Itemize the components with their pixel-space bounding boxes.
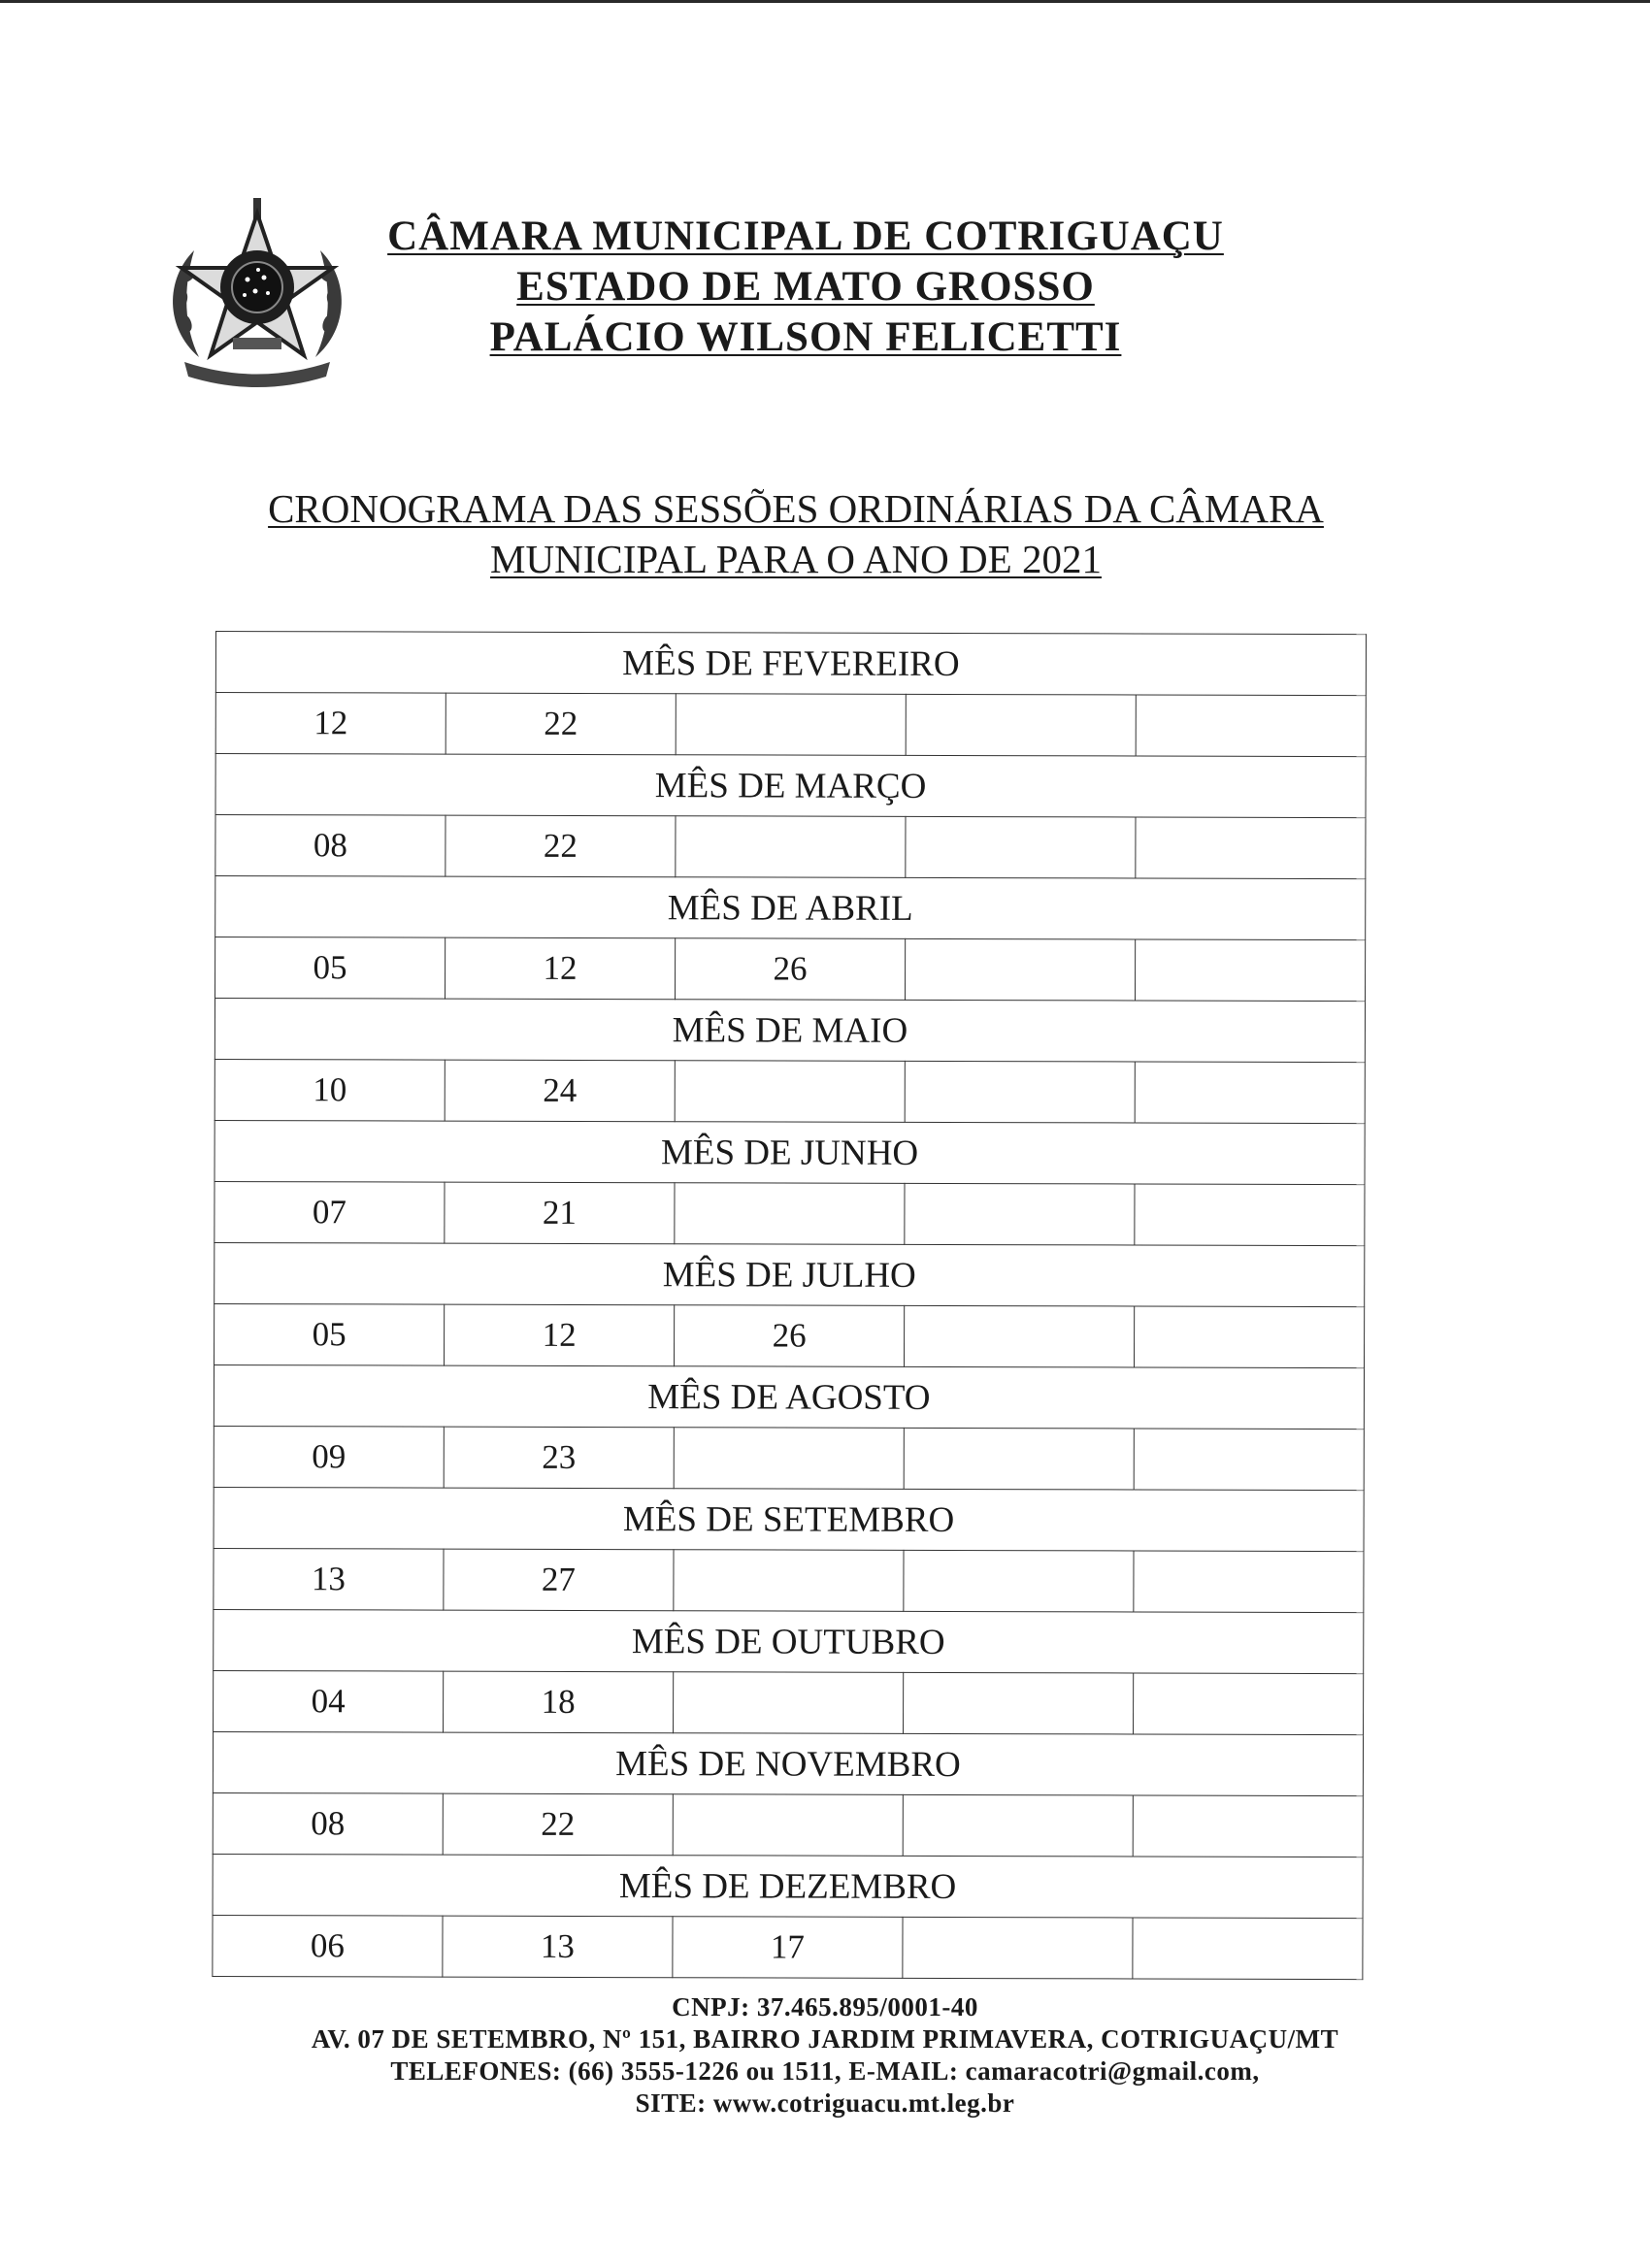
session-date-cell <box>674 1550 904 1612</box>
session-date-cell <box>905 1305 1135 1367</box>
session-dates-row <box>214 1059 1365 1123</box>
session-date-cell: 18 <box>444 1671 674 1733</box>
phones-email-text: TELEFONES: (66) 3555-1226 ou 1511, E-MAIL: camaracotri@gmail.com, <box>390 2056 1260 2086</box>
address-text: AV. 07 DE SETEMBRO, Nº 151, BAIRRO JARDIM PRIMAVERA, COTRIGUAÇU/MT <box>311 2024 1339 2054</box>
month-name-cell: MÊS DE JUNHO <box>214 1120 1365 1184</box>
session-date-cell <box>1135 1062 1365 1124</box>
month-header-row <box>215 876 1366 940</box>
session-date-cell <box>906 694 1136 756</box>
session-date-cell: 05 <box>215 937 446 1000</box>
session-date-cell <box>906 938 1136 1001</box>
month-name-cell: MÊS DE DEZEMBRO <box>213 1854 1363 1918</box>
session-date-cell <box>903 1794 1133 1857</box>
session-dates-row <box>214 1548 1364 1612</box>
month-header-row <box>214 1120 1365 1184</box>
session-date-cell <box>905 1061 1135 1123</box>
month-header-row <box>215 632 1366 696</box>
contact-footer <box>136 1991 1514 2120</box>
session-date-cell <box>674 1428 904 1490</box>
session-date-cell: 22 <box>446 815 676 877</box>
month-name-cell: MÊS DE MAIO <box>214 999 1365 1063</box>
month-name-cell: MÊS DE JULHO <box>214 1242 1365 1306</box>
session-date-cell: 12 <box>446 937 676 1000</box>
session-date-cell <box>1135 1306 1365 1368</box>
month-header-row <box>215 754 1366 818</box>
session-date-cell <box>1136 695 1366 757</box>
session-date-cell: 07 <box>214 1181 445 1243</box>
session-date-cell <box>1134 1673 1364 1735</box>
session-date-cell: 17 <box>673 1917 903 1979</box>
session-dates-row <box>214 1303 1365 1367</box>
month-header-row <box>214 1609 1364 1673</box>
session-date-cell <box>903 1917 1133 1979</box>
session-date-cell <box>1135 1184 1365 1246</box>
month-header-row <box>213 1854 1363 1918</box>
session-date-cell <box>673 1794 903 1857</box>
session-dates-row <box>215 815 1366 879</box>
month-header-row <box>214 1242 1365 1306</box>
session-date-cell <box>674 1672 904 1734</box>
palace-name: PALÁCIO WILSON FELICETTI <box>489 314 1122 360</box>
session-date-cell: 24 <box>445 1060 675 1122</box>
session-date-cell <box>1136 817 1366 879</box>
session-dates-row <box>215 693 1366 757</box>
session-date-cell: 22 <box>446 693 676 755</box>
session-date-cell: 10 <box>214 1059 445 1121</box>
session-date-cell: 09 <box>214 1426 444 1488</box>
session-date-cell: 12 <box>445 1304 675 1366</box>
institution-name: CÂMARA MUNICIPAL DE COTRIGUAÇU <box>387 214 1224 259</box>
session-date-cell <box>1133 1795 1363 1857</box>
title-line-1: CRONOGRAMA DAS SESSÕES ORDINÁRIAS DA CÂMARA <box>268 486 1324 531</box>
session-schedule-table <box>212 631 1367 1980</box>
month-name-cell: MÊS DE OUTUBRO <box>214 1609 1364 1673</box>
session-date-cell: 21 <box>445 1182 675 1244</box>
month-name-cell: MÊS DE ABRIL <box>215 876 1366 940</box>
page-title <box>146 483 1446 584</box>
session-dates-row <box>214 1181 1365 1245</box>
site-text: SITE: www.cotriguacu.mt.leg.br <box>635 2088 1015 2118</box>
month-name-cell: MÊS DE AGOSTO <box>214 1364 1364 1429</box>
session-date-cell <box>676 694 906 756</box>
session-date-cell <box>676 816 906 878</box>
month-name-cell: MÊS DE SETEMBRO <box>214 1487 1364 1551</box>
session-date-cell: 06 <box>213 1915 443 1977</box>
scan-top-rule <box>0 0 1650 3</box>
session-date-cell <box>1134 1429 1364 1491</box>
session-date-cell: 26 <box>676 938 906 1001</box>
session-date-cell: 13 <box>214 1548 444 1610</box>
institution-header <box>369 212 1242 363</box>
session-dates-row <box>213 1915 1363 1979</box>
session-dates-row <box>214 1670 1364 1734</box>
session-date-cell <box>1134 1551 1364 1613</box>
session-date-cell: 22 <box>443 1793 673 1856</box>
session-date-cell: 08 <box>215 815 446 877</box>
session-date-cell: 23 <box>444 1427 674 1489</box>
cnpj-text: CNPJ: 37.465.895/0001-40 <box>672 1992 978 2021</box>
session-date-cell <box>675 1061 905 1123</box>
session-date-cell: 05 <box>214 1303 445 1365</box>
session-date-cell <box>675 1183 905 1245</box>
month-name-cell: MÊS DE NOVEMBRO <box>213 1731 1363 1795</box>
session-date-cell <box>904 1428 1134 1490</box>
month-name-cell: MÊS DE MARÇO <box>215 754 1366 818</box>
session-date-cell <box>904 1672 1134 1734</box>
session-date-cell: 26 <box>675 1305 905 1367</box>
session-date-cell <box>905 1183 1135 1245</box>
month-header-row <box>214 1487 1364 1551</box>
brazil-coat-of-arms-icon <box>155 192 359 396</box>
session-date-cell: 27 <box>444 1549 674 1611</box>
session-date-cell: 08 <box>213 1792 443 1855</box>
session-date-cell <box>1133 1918 1363 1980</box>
session-date-cell: 13 <box>443 1916 673 1978</box>
state-name: ESTADO DE MATO GROSSO <box>516 264 1095 310</box>
session-dates-row <box>215 937 1366 1002</box>
month-name-cell: MÊS DE FEVEREIRO <box>215 632 1366 696</box>
session-date-cell <box>1136 939 1366 1002</box>
month-header-row <box>213 1731 1363 1795</box>
month-header-row <box>214 1364 1364 1429</box>
session-dates-row <box>213 1792 1363 1857</box>
session-dates-row <box>214 1426 1364 1490</box>
session-date-cell <box>906 816 1136 878</box>
title-line-2: MUNICIPAL PARA O ANO DE 2021 <box>490 537 1102 581</box>
session-date-cell <box>904 1550 1134 1612</box>
session-date-cell: 12 <box>215 693 446 755</box>
session-date-cell: 04 <box>214 1670 444 1732</box>
month-header-row <box>214 999 1365 1063</box>
